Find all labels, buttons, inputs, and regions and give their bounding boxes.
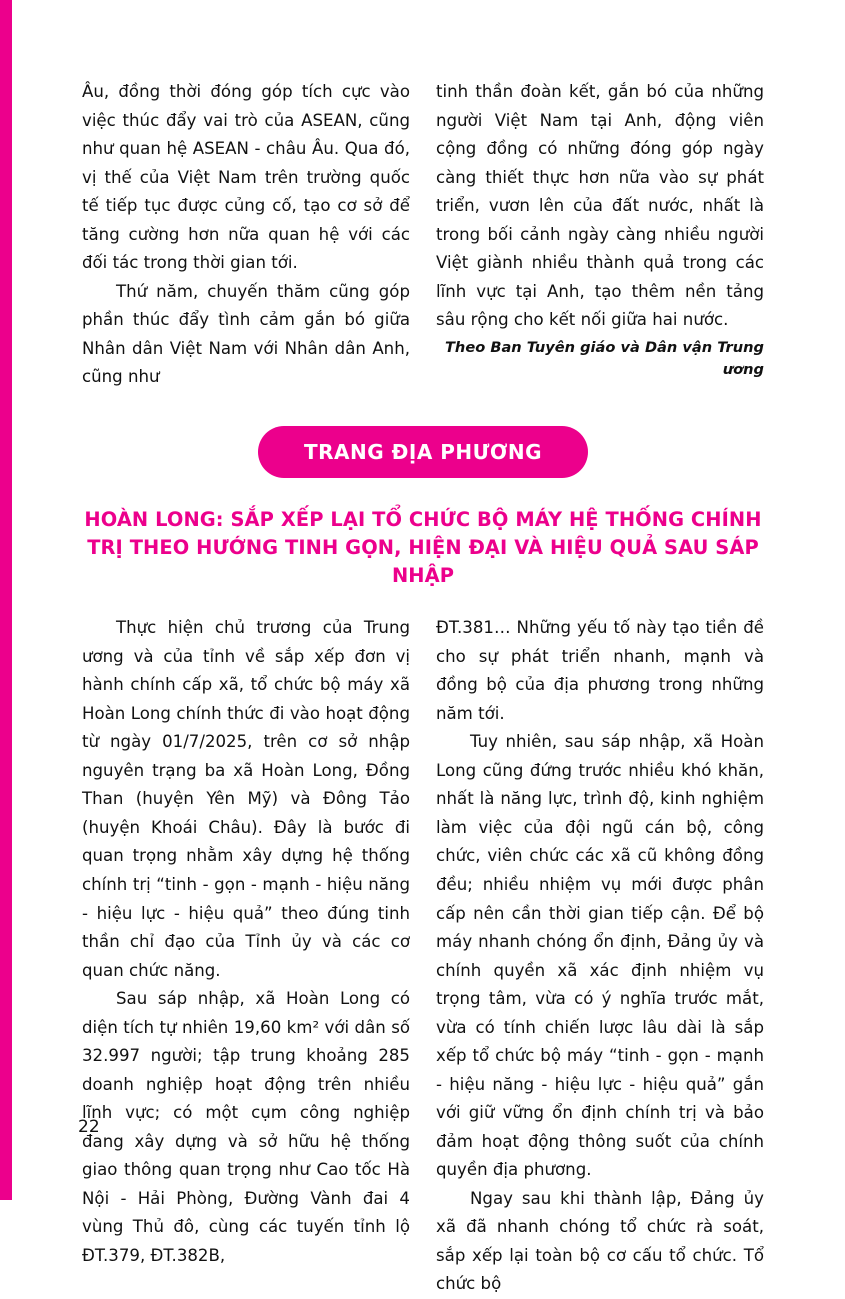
- paragraph: Tuy nhiên, sau sáp nhập, xã Hoàn Long cũng đứng trước nhiều khó khăn, nhất là năng lực, trình độ, kinh nghiệm làm việc của đội ngũ cán bộ, công chức, viên chức các xã cũ không đồng đều; nhiều nhiệm vụ mới được phân cấp nên cần thời gian tiếp cận. Để bộ máy nhanh chóng ổn định, Đảng ủy và chính quyền xã xác định nhiệm vụ trọng tâm, vừa có ý nghĩa trước mắt, vừa có tính chiến lược lâu dài là sắp xếp tổ chức bộ máy “tinh - gọn - mạnh - hiệu năng - hiệu lực - hiệu quả” gắn với giữ vững ổn định chính trị và bảo đảm hoạt động thông suốt của chính quyền địa phương.: [436, 732, 764, 1180]
- article-credit: Theo Ban Tuyên giáo và Dân vận Trung ương: [444, 338, 764, 378]
- top-article-right-column: [436, 78, 764, 392]
- page-content: [82, 78, 764, 1299]
- paragraph: ĐT.381… Những yếu tố này tạo tiền đề cho sự phát triển nhanh, mạnh và đồng bộ của địa phương trong những năm tới.: [436, 618, 764, 723]
- article-headline: HOÀN LONG: SẮP XẾP LẠI TỔ CHỨC BỘ MÁY HỆ THỐNG CHÍNH TRỊ THEO HƯỚNG TINH GỌN, HIỆN ĐẠI VÀ HIỆU QUẢ SAU SÁP NHẬP: [84, 507, 762, 588]
- main-article: [82, 614, 764, 1299]
- page-spine-bar: [0, 0, 12, 1200]
- main-article-left-column: [82, 614, 410, 1299]
- top-article: [82, 78, 764, 392]
- paragraph: Thứ năm, chuyến thăm cũng góp phần thúc đẩy tình cảm gắn bó giữa Nhân dân Việt Nam với Nhân dân Anh, cũng như: [82, 281, 410, 387]
- page-number: 22: [78, 1117, 100, 1137]
- paragraph: Sau sáp nhập, xã Hoàn Long có diện tích tự nhiên 19,60 km² với dân số 32.997 người; tập trung khoảng 285 doanh nghiệp hoạt động trên nhiều lĩnh vực; có một cụm công nghiệp đang xây dựng và sở hữu hệ thống giao thông quan trọng như Cao tốc Hà Nội - Hải Phòng, Đường Vành đai 4 vùng Thủ đô, cùng các tuyến tỉnh lộ ĐT.379, ĐT.382B,: [82, 989, 410, 1265]
- paragraph: tinh thần đoàn kết, gắn bó của những người Việt Nam tại Anh, động viên cộng đồng có những đóng góp ngày càng thiết thực hơn nữa vào sự phát triển, vươn lên của đất nước, nhất là trong bối cảnh ngày càng nhiều người Việt giành nhiều thành quả trong các lĩnh vực tại Anh, tạo thêm nền tảng sâu rộng cho kết nối giữa hai nước.: [436, 82, 764, 330]
- paragraph: Ngay sau khi thành lập, Đảng ủy xã đã nhanh chóng tổ chức rà soát, sắp xếp lại toàn bộ cơ cấu tổ chức. Tổ chức bộ: [436, 1188, 764, 1294]
- paragraph: Âu, đồng thời đóng góp tích cực vào việc thúc đẩy vai trò của ASEAN, cũng như quan hệ ASEAN - châu Âu. Qua đó, vị thế của Việt Nam trên trường quốc tế tiếp tục được củng cố, tạo cơ sở để tăng cường hơn nữa quan hệ với các đối tác trong thời gian tới.: [82, 82, 410, 273]
- top-article-left-column: [82, 78, 410, 392]
- section-badge-wrap: [82, 426, 764, 478]
- paragraph: Thực hiện chủ trương của Trung ương và của tỉnh về sắp xếp đơn vị hành chính cấp xã, tổ chức bộ máy xã Hoàn Long chính thức đi vào hoạt động từ ngày 01/7/2025, trên cơ sở nhập nguyên trạng ba xã Hoàn Long, Đồng Than (huyện Yên Mỹ) và Đông Tảo (huyện Khoái Châu). Đây là bước đi quan trọng nhằm xây dựng hệ thống chính trị “tinh - gọn - mạnh - hiệu năng - hiệu lực - hiệu quả” theo đúng tinh thần chỉ đạo của Tỉnh ủy và các cơ quan chức năng.: [82, 618, 410, 980]
- section-badge: TRANG ĐỊA PHƯƠNG: [258, 426, 588, 478]
- main-article-right-column: [436, 614, 764, 1299]
